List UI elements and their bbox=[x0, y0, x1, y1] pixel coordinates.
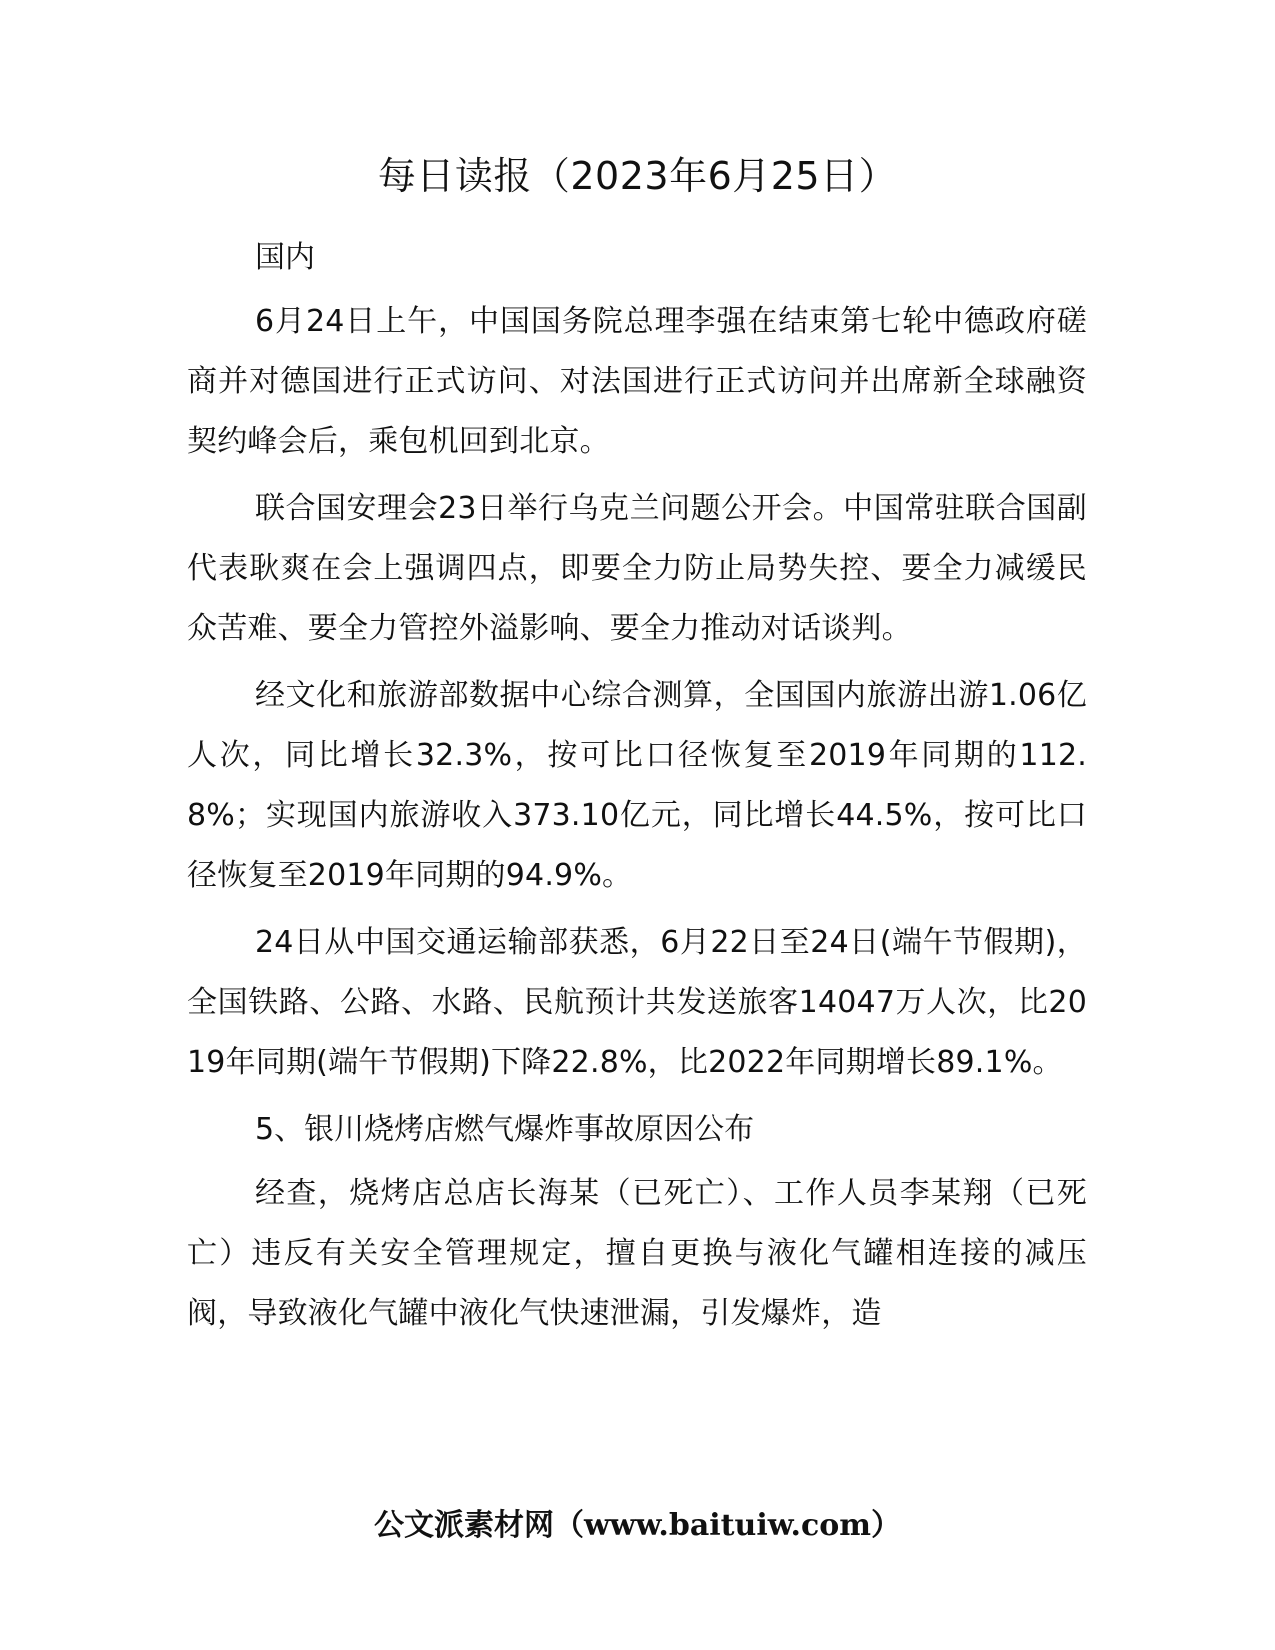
section-heading-yinchuan-explosion: 5、银川烧烤店燃气爆炸事故原因公布 bbox=[255, 1112, 755, 1147]
section-heading-domestic: 国内 bbox=[255, 240, 315, 275]
paragraph-un-security-council: 联合国安理会23日举行乌克兰问题公开会。中国常驻联合国副代表耿爽在会上强调四点，即要全力防止局势失控、要全力减缓民众苦难、要全力管控外溢影响、要全力推动对话谈判。 bbox=[187, 491, 1087, 646]
document-title: 每日读报（2023年6月25日） bbox=[377, 154, 898, 198]
paragraph-premier-return: 6月24日上午，中国国务院总理李强在结束第七轮中德政府磋商并对德国进行正式访问、对法国进行正式访问并出席新全球融资契约峰会后，乘包机回到北京。 bbox=[187, 304, 1087, 459]
paragraph-explosion-cause: 经查，烧烤店总店长海某（已死亡）、工作人员李某翔（已死亡）违反有关安全管理规定，擅自更换与液化气罐相连接的减压阀，导致液化气罐中液化气快速泄漏，引发爆炸，造 bbox=[187, 1176, 1087, 1331]
document-body bbox=[187, 228, 1087, 1351]
footer-watermark: 公文派素材网（www.baituiw.com） bbox=[373, 1508, 902, 1543]
paragraph-transport-statistics: 24日从中国交通运输部获悉，6月22日至24日(端午节假期)，全国铁路、公路、水路、民航预计共发送旅客14047万人次，比2019年同期(端午节假期)下降22.8%，比2022年同期增长89.1%。 bbox=[187, 925, 1087, 1080]
paragraph-tourism-statistics: 经文化和旅游部数据中心综合测算，全国国内旅游出游1.06亿人次，同比增长32.3%，按可比口径恢复至2019年同期的112.8%；实现国内旅游收入373.10亿元，同比增长44.5%，按可比口径恢复至2019年同期的94.9%。 bbox=[187, 678, 1087, 893]
